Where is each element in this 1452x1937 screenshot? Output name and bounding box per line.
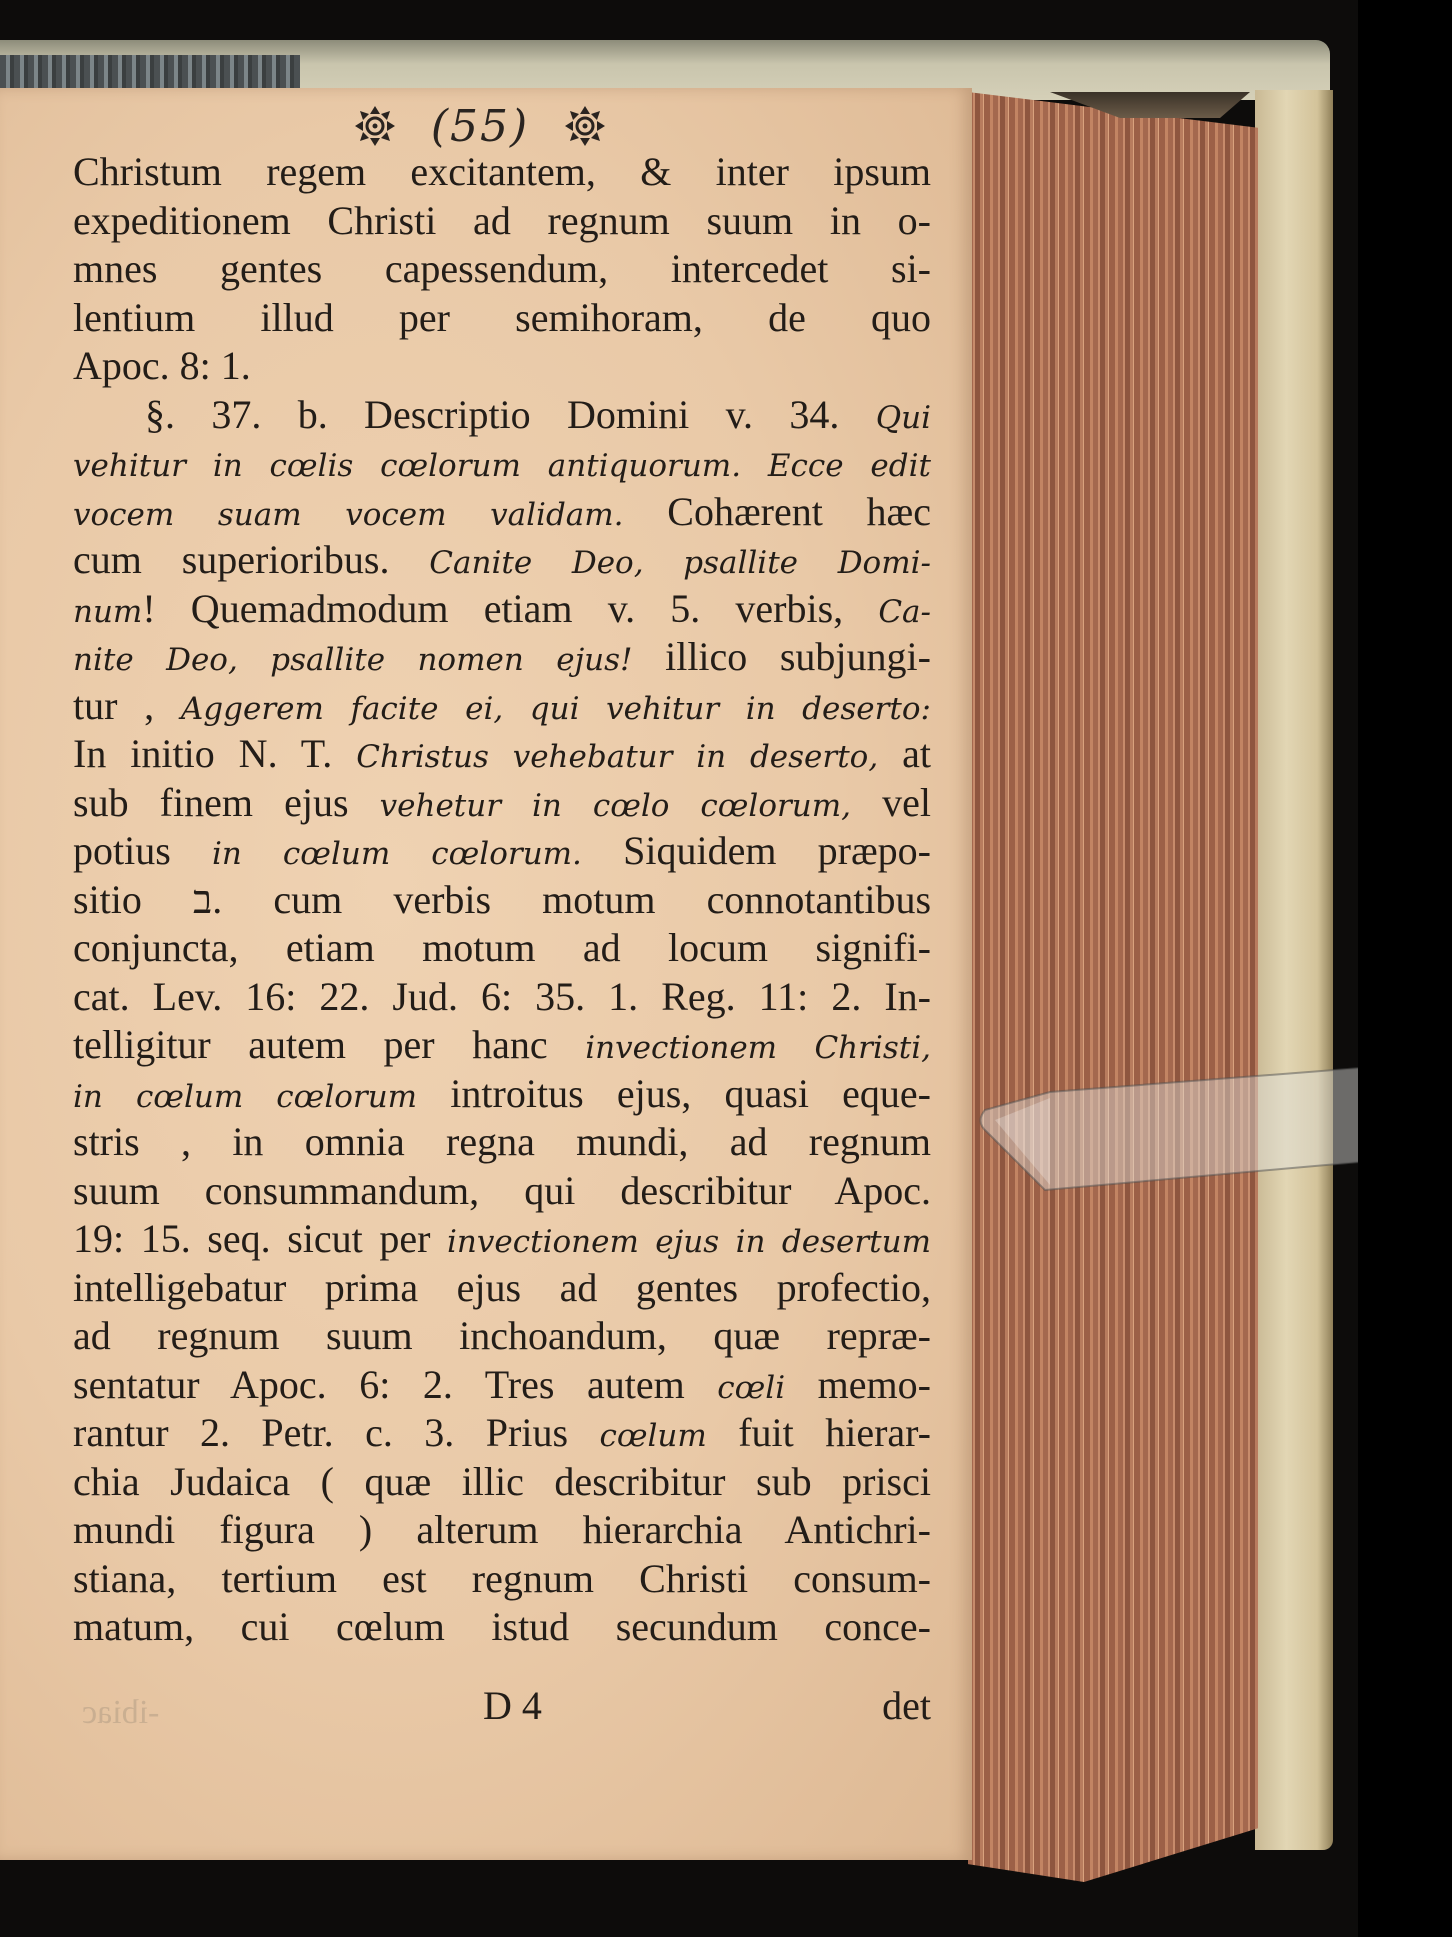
roman-text: vel [851,779,931,825]
roman-text: potius [73,828,212,873]
italic-text: invectionem ejus in desertum [447,1224,931,1260]
roman-text: 19: 15. seq. sicut per [73,1216,448,1261]
italic-text: in cœlum cœlorum [73,1078,418,1115]
roman-text: Apoc. 8: 1. [73,343,251,388]
text-line [73,1312,931,1361]
text-line [73,1409,931,1458]
page-number: (55) [430,100,530,152]
bookmark-tab[interactable] [965,1040,1360,1200]
text-line [73,197,931,246]
roman-text: lentium illud per semihoram, de quo [73,294,931,340]
text-line [73,245,931,294]
text-line [73,1021,931,1070]
text-line [73,924,931,973]
text-line [73,1361,931,1410]
flower-ornament-icon [563,104,607,148]
catchword: det [882,1683,931,1728]
roman-text: stris , in omnia regna mundi, ad regnum [73,1119,931,1164]
text-line [73,973,931,1022]
roman-text: intelligebatur prima ejus ad gentes profectio, [73,1264,931,1310]
scan-border [1358,0,1452,1937]
roman-text: sentatur Apoc. 6: 2. Tres autem [73,1361,718,1407]
body-text [73,148,931,1652]
roman-text: chia Judaica ( quæ illic describitur sub prisci [73,1458,931,1504]
italic-text: in cœlum cœlorum. [212,836,582,872]
italic-text: cœlum [599,1418,707,1454]
roman-text: rantur 2. Petr. c. 3. Prius [73,1410,600,1455]
roman-text: Christum regem excitantem, & inter ipsum [73,149,931,194]
text-line [73,1167,931,1216]
book-page [0,88,972,1860]
text-line [73,1603,931,1652]
roman-text: sub finem ejus [73,779,380,825]
running-head [330,98,630,154]
text-line [73,633,931,682]
italic-text: num [73,593,143,630]
signature-mark: D 4 [483,1683,542,1728]
text-line [73,827,931,876]
roman-text: cat. Lev. 16: 22. Jud. 6: 35. 1. Reg. 11: 2. In- [73,973,931,1019]
roman-text: fuit hierar- [706,1410,932,1455]
roman-text: In initio N. T. [73,731,357,776]
text-line [73,876,931,925]
roman-text: ! Quemadmodum etiam v. 5. verbis, [142,585,879,631]
italic-text: vehitur in cœlis cœlorum antiquorum. Ecce edit [73,448,931,484]
roman-text: ad regnum suum inchoandum, quæ repræ- [73,1313,931,1358]
text-line [73,294,931,343]
roman-text: memo- [785,1361,931,1407]
text-line [73,1215,931,1264]
roman-text: matum, cui cœlum istud secundum conce- [73,1604,931,1649]
italic-text: vehetur in cœlo cœlorum, [379,787,852,824]
roman-text: introitus ejus, quasi eque- [417,1070,931,1116]
roman-text: sitio ב. cum verbis motum connotantibus [73,876,932,922]
text-line [73,779,931,828]
text-line [73,148,931,197]
text-line [73,1555,931,1604]
roman-text: at [878,731,932,776]
text-line [73,730,931,779]
italic-text: Aggerem facite ei, qui vehitur in deserto: [180,690,931,727]
text-line [73,1458,931,1507]
italic-text: invectionem Christi, [585,1030,932,1066]
roman-text: illico subjungi- [632,634,931,679]
roman-text: telligitur autem per hanc [73,1022,586,1067]
book-cover-fore-edge [1255,90,1333,1850]
text-line [73,488,931,537]
text-line [73,1070,931,1119]
text-line [73,391,931,440]
text-line [73,682,931,731]
roman-text: conjuncta, etiam motum ad locum signifi- [73,925,931,970]
roman-text: expeditionem Christi ad regnum suum in o- [73,197,931,243]
text-line [73,1506,931,1555]
text-line [73,342,931,391]
italic-text: Canite Deo, psallite Domi- [429,545,932,581]
roman-text: Cohærent hæc [623,488,931,534]
roman-text: tur , [73,682,181,728]
text-line [73,439,931,488]
italic-text: vocem suam vocem validam. [73,496,624,533]
italic-text: Qui [875,399,931,436]
roman-text: mnes gentes capessendum, intercedet si- [73,246,931,291]
page-edges-stack [968,92,1258,1882]
text-line [73,1264,931,1313]
italic-text: nite Deo, psallite nomen ejus! [73,642,633,678]
roman-text: stiana, tertium est regnum Christi consum- [73,1555,931,1601]
italic-text: Ca- [878,593,931,630]
text-line [73,585,931,634]
roman-text: suum consummandum, qui describitur Apoc. [73,1167,931,1213]
roman-text: Siquidem præpo- [581,828,931,873]
show-through-text: -ibiac [82,1694,160,1731]
text-line [73,1118,931,1167]
roman-text: §. 37. b. Descriptio Domini v. 34. [145,391,876,437]
roman-text: cum superioribus. [73,537,430,582]
roman-text: mundi figura ) alterum hierarchia Antichri- [73,1507,931,1552]
italic-text: Christus vehebatur in deserto, [356,739,879,775]
flower-ornament-icon [353,104,397,148]
text-line [73,536,931,585]
italic-text: cœli [717,1369,786,1406]
page-footer [73,1682,931,1732]
